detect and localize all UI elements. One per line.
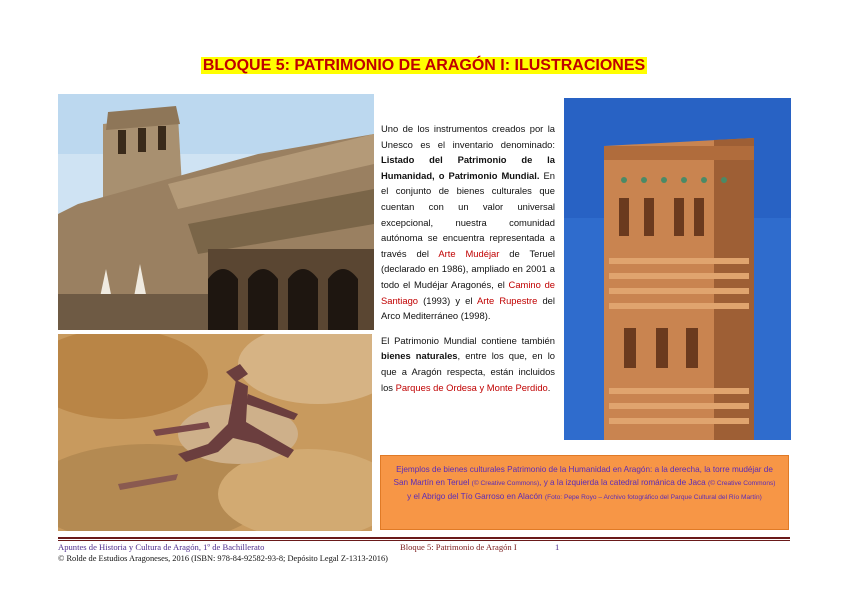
text-run: Uno de los instrumentos creados por la Unesco es el inventario denominado: bbox=[381, 123, 555, 150]
page-title bbox=[0, 57, 848, 75]
page-title-text: BLOQUE 5: PATRIMONIO DE ARAGÓN I: ILUSTRACIONES bbox=[202, 57, 646, 74]
link-camino-santiago[interactable]: Camino de Santiago bbox=[381, 278, 556, 306]
caption-credit: (© Creative Commons) bbox=[707, 480, 776, 488]
footer-block: Bloque 5: Patrimonio de Aragón I bbox=[400, 542, 517, 552]
text-bold: Listado del Patrimonio de la Humanidad, o Patrimonio Mundial. bbox=[381, 154, 555, 181]
text-run: . bbox=[547, 381, 551, 393]
torre-san-martin-illustration bbox=[564, 98, 791, 440]
photo-jaca-cathedral bbox=[58, 94, 374, 330]
footer-divider-thin bbox=[58, 540, 790, 541]
photo-torre-san-martin bbox=[564, 98, 791, 440]
main-text bbox=[381, 121, 555, 404]
text-run: En el conjunto de bienes culturales que cuentan con un valor universal excepcional, nuestra comunidad autónoma se encuentra representada a través del bbox=[381, 169, 555, 259]
figure-caption bbox=[380, 455, 789, 530]
text-paragraph-2 bbox=[381, 333, 555, 395]
text-run: del Arco Mediterráneo (1998). bbox=[381, 294, 555, 322]
link-arte-rupestre[interactable]: Arte Rupestre bbox=[477, 294, 538, 306]
footer-course: Apuntes de Historia y Cultura de Aragón, 1º de Bachillerato bbox=[58, 542, 265, 552]
link-parques-ordesa[interactable]: Parques de Ordesa y Monte Perdido bbox=[395, 381, 548, 393]
photo-rock-art bbox=[58, 334, 372, 531]
caption-text: y el Abrigo del Tío Garroso en Alacón bbox=[407, 492, 545, 502]
caption-credit: (Foto: Pepe Royo – Archivo fotográfico del Parque Cultural del Río Martín) bbox=[544, 494, 762, 502]
text-run: , entre los que, en lo que a Aragón respecta, están incluidos los bbox=[381, 350, 555, 393]
caption-text: , y a la izquierda la catedral románica de Jaca bbox=[539, 478, 708, 488]
caption-text: Ejemplos de bienes culturales Patrimonio de la Humanidad en Aragón: a la derecha, la torre mudéjar de San Martín en Teruel bbox=[393, 465, 773, 488]
link-arte-mudejar[interactable]: Arte Mudéjar bbox=[438, 247, 500, 259]
page-number: 1 bbox=[555, 542, 560, 552]
text-run: (1993) y el bbox=[418, 294, 478, 306]
footer-divider bbox=[58, 537, 790, 539]
jaca-cathedral-illustration bbox=[58, 94, 374, 330]
text-run: El Patrimonio Mundial contiene también bbox=[381, 334, 555, 346]
text-run: de Teruel (declarado en 1986), ampliado en 2001 a todo el Mudéjar Aragonés, el bbox=[381, 247, 556, 290]
caption-credit: (© Creative Commons) bbox=[471, 480, 540, 488]
footer-copyright: © Rolde de Estudios Aragoneses, 2016 (ISBN: 978-84-92582-93-8; Depósito Legal Z-1313-2016) bbox=[58, 554, 388, 563]
text-paragraph-1 bbox=[381, 121, 555, 324]
rock-art-illustration bbox=[58, 334, 372, 531]
text-bold: bienes naturales bbox=[381, 350, 458, 362]
